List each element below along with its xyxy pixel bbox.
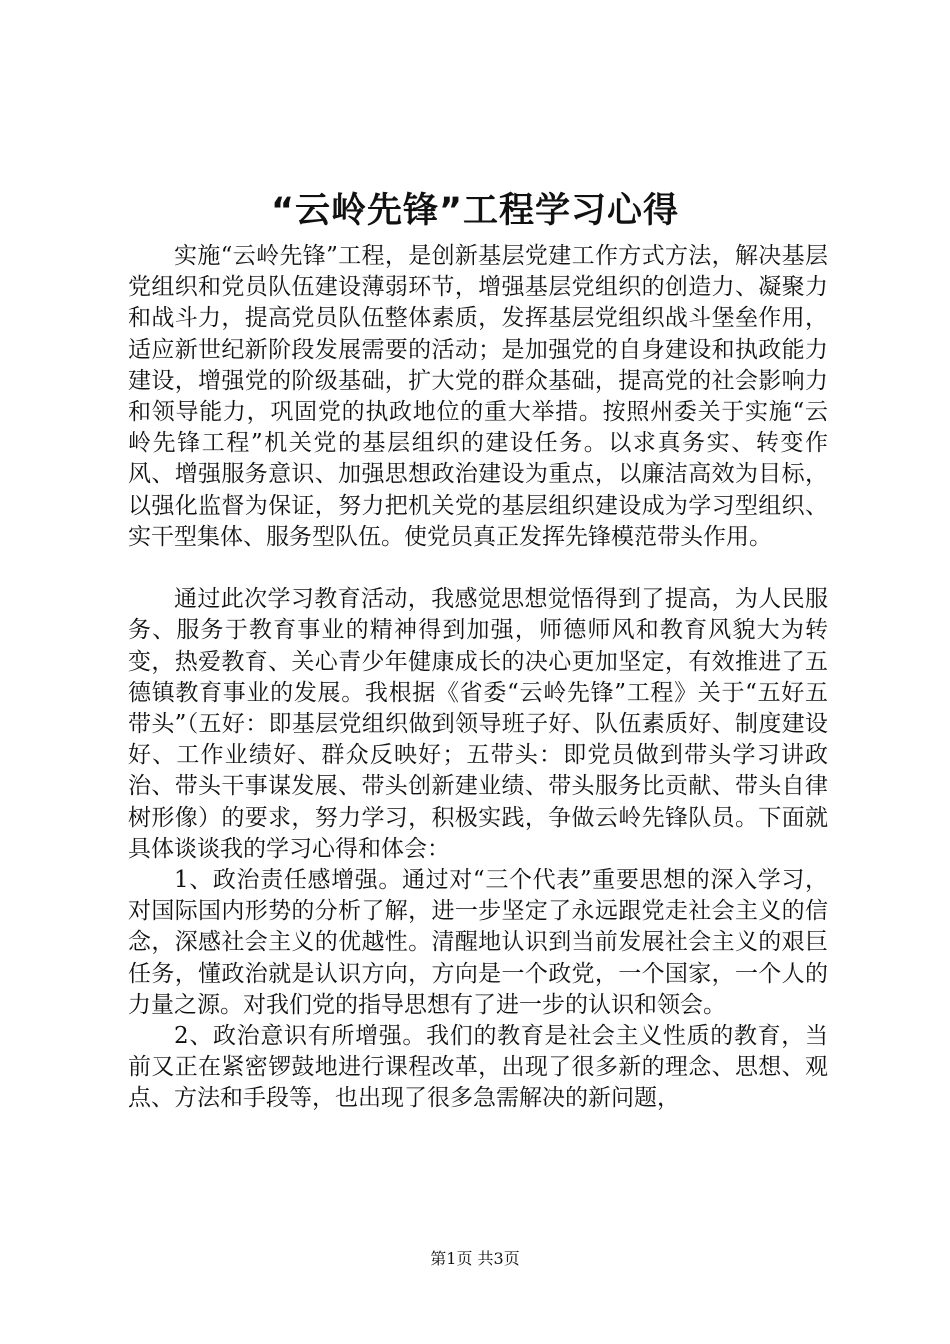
document-title: “云岭先锋”工程学习心得 [270, 191, 679, 231]
paragraph-point-1: 1、政治责任感增强。通过对“三个代表”重要思想的深入学习，对国际国内形势的分析了解，进一步坚定了永远跟党走社会主义的信念，深感社会主义的优越性。清醒地认识到当前发展社会主义的艰巨任务，懂政治就是认识方向，方向是一个政党，一个国家，一个人的力量之源。对我们党的指导思想有了进一步的认识和领会。 [128, 867, 828, 1018]
document-body [128, 241, 828, 1115]
paragraph-intro: 实施“云岭先锋”工程，是创新基层党建工作方式方法，解决基层党组织和党员队伍建设薄弱环节，增强基层党组织的创造力、凝聚力和战斗力，提高党员队伍整体素质，发挥基层党组织战斗堡垒作用，适应新世纪新阶段发展需要的活动；是加强党的自身建设和执政能力建设，增强党的阶级基础，扩大党的群众基础，提高党的社会影响力和领导能力，巩固党的执政地位的重大举措。按照州委关于实施“云岭先锋工程”机关党的基层组织的建设任务。以求真务实、转变作风、增强服务意识、加强思想政治建设为重点，以廉洁高效为目标，以强化监督为保证，努力把机关党的基层组织建设成为学习型组织、实干型集体、服务型队伍。使党员真正发挥先锋模范带头作用。 [128, 243, 828, 550]
paragraph-experience: 通过此次学习教育活动，我感觉思想觉悟得到了提高，为人民服务、服务于教育事业的精神得到加强，师德师风和教育风貌大为转变，热爱教育、关心青少年健康成长的决心更加坚定，有效推进了五德镇教育事业的发展。我根据《省委“云岭先锋”工程》关于“五好五带头”（五好：即基层党组织做到领导班子好、队伍素质好、制度建设好、工作业绩好、群众反映好；五带头：即党员做到带头学习讲政治、带头干事谋发展、带头创新建业绩、带头服务比贡献、带头自律树形像）的要求，努力学习，积极实践，争做云岭先锋队员。下面就具体谈谈我的学习心得和体会： [128, 586, 828, 862]
page-footer: 第1页 共3页 [430, 1249, 520, 1268]
paragraph-point-2: 2、政治意识有所增强。我们的教育是社会主义性质的教育，当前又正在紧密锣鼓地进行课程改革，出现了很多新的理念、思想、观点、方法和手段等，也出现了很多急需解决的新问题， [128, 1023, 828, 1112]
paragraph-spacer [128, 553, 828, 584]
